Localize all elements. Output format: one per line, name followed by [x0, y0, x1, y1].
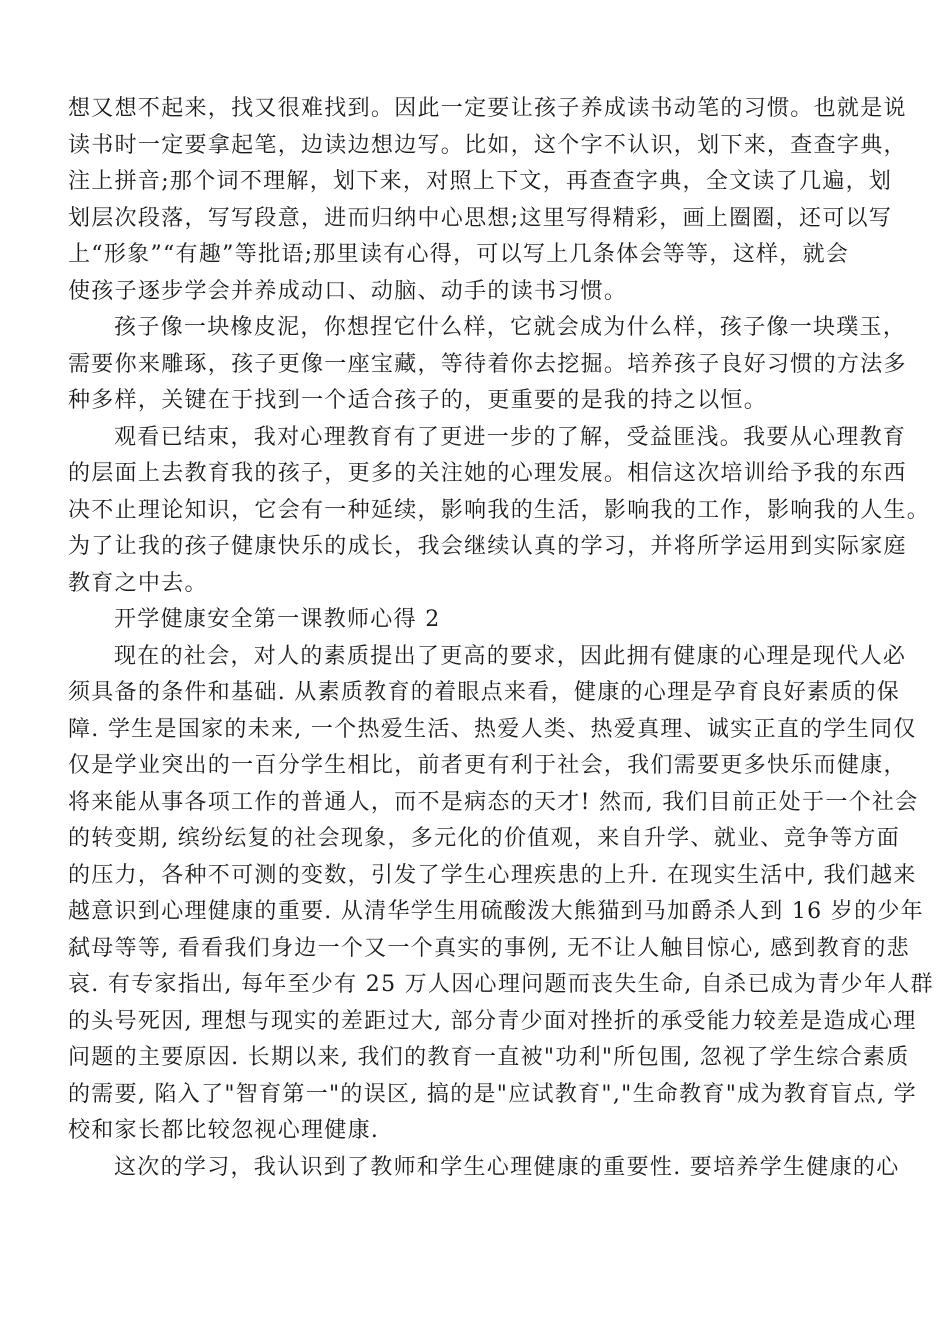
paragraph-first-line: 观看已结束，我对心理教育有了更进一步的了解，受益匪浅。我要从心理教育	[114, 424, 907, 450]
text-line: 需要你来雕琢，孩子更像一座宝藏，等待着你去挖掘。培养孩子良好习惯的方法多	[68, 351, 907, 377]
text-line: 想又想不起来，找又很难找到。因此一定要让孩子养成读书动笔的习惯。也就是说	[68, 96, 907, 121]
text-line: 障. 学生是国家的未来, 一个热爱生活、热爱人类、热爱真理、诚实正直的学生同仅	[68, 716, 917, 742]
text-line: 教育之中去。	[68, 570, 208, 596]
text-line: 越意识到心理健康的重要. 从清华学生用硫酸泼大熊猫到马加爵杀人到 16 岁的少年	[68, 899, 924, 924]
text-line: 的头号死因, 理想与现实的差距过大, 部分青少面对挫折的承受能力较差是造成心理	[68, 1008, 917, 1034]
text-line: 的需要, 陷入了"智育第一"的误区, 搞的是"应试教育","生命教育"成为教育盲点, 学	[68, 1081, 917, 1107]
text-line: 决不止理论知识，它会有一种延续，影响我的生活，影响我的工作，影响我的人生。	[68, 497, 931, 523]
text-line: 使孩子逐步学会并养成动口、动脑、动手的读书习惯。	[68, 278, 628, 304]
text-line: 种多样，关键在于找到一个适合孩子的，更重要的是我的持之以恒。	[68, 388, 768, 413]
text-line: 弑母等等, 看看我们身边一个又一个真实的事例, 无不让人触目惊心, 感到教育的悲	[68, 935, 910, 961]
text-line: 仅是学业突出的一百分学生相比，前者更有利于社会，我们需要更多快乐而健康，	[68, 753, 907, 778]
paragraph-first-line: 现在的社会，对人的素质提出了更高的要求，因此拥有健康的心理是现代人必	[114, 643, 907, 669]
text-line: 将来能从事各项工作的普通人，而不是病态的天才! 然而, 我们目前正处于一个社会	[68, 789, 919, 815]
text-line: 问题的主要原因. 长期以来, 我们的教育一直被"功利"所包围, 忽视了学生综合素质	[68, 1045, 910, 1070]
text-line: 的转变期, 缤纷纭复的社会现象，多元化的价值观，来自升学、就业、竞争等方面	[68, 826, 901, 851]
text-line: 读书时一定要拿起笔，边读边想边写。比如，这个字不认识，划下来，查查字典，	[68, 132, 907, 158]
text-line: 须具备的条件和基础. 从素质教育的着眼点来看，健康的心理是孕育良好素质的保	[68, 680, 901, 705]
text-line: 的压力，各种不可测的变数，引发了学生心理疾患的上升. 在现实生活中, 我们越来	[68, 862, 917, 888]
text-line: 校和家长都比较忽视心理健康.	[68, 1118, 380, 1143]
text-line: 上“形象”“有趣”等批语;那里读有心得，可以写上几条体会等等，这样，就会	[68, 242, 850, 267]
paragraph-first-line: 这次的学习，我认识到了教师和学生心理健康的重要性. 要培养学生健康的心	[114, 1154, 900, 1180]
text-line: 哀. 有专家指出, 每年至少有 25 万人因心理问题而丧失生命, 自杀已成为青少年人群	[68, 972, 934, 997]
text-line: 划层次段落，写写段意，进而归纳中心思想;这里写得精彩，画上圈圈，还可以写	[68, 205, 893, 231]
section-heading: 开学健康安全第一课教师心得 2	[114, 607, 441, 632]
paragraph-first-line: 孩子像一块橡皮泥，你想捏它什么样，它就会成为什么样，孩子像一块璞玉，	[114, 315, 907, 340]
text-line: 的层面上去教育我的孩子，更多的关注她的心理发展。相信这次培训给予我的东西	[68, 461, 907, 486]
text-line: 注上拼音;那个词不理解，划下来，对照上下文，再查查字典，全文读了几遍，划	[68, 169, 893, 194]
document-page	[68, 91, 934, 1186]
text-line: 为了让我的孩子健康快乐的成长，我会继续认真的学习，并将所学运用到实际家庭	[68, 534, 907, 559]
